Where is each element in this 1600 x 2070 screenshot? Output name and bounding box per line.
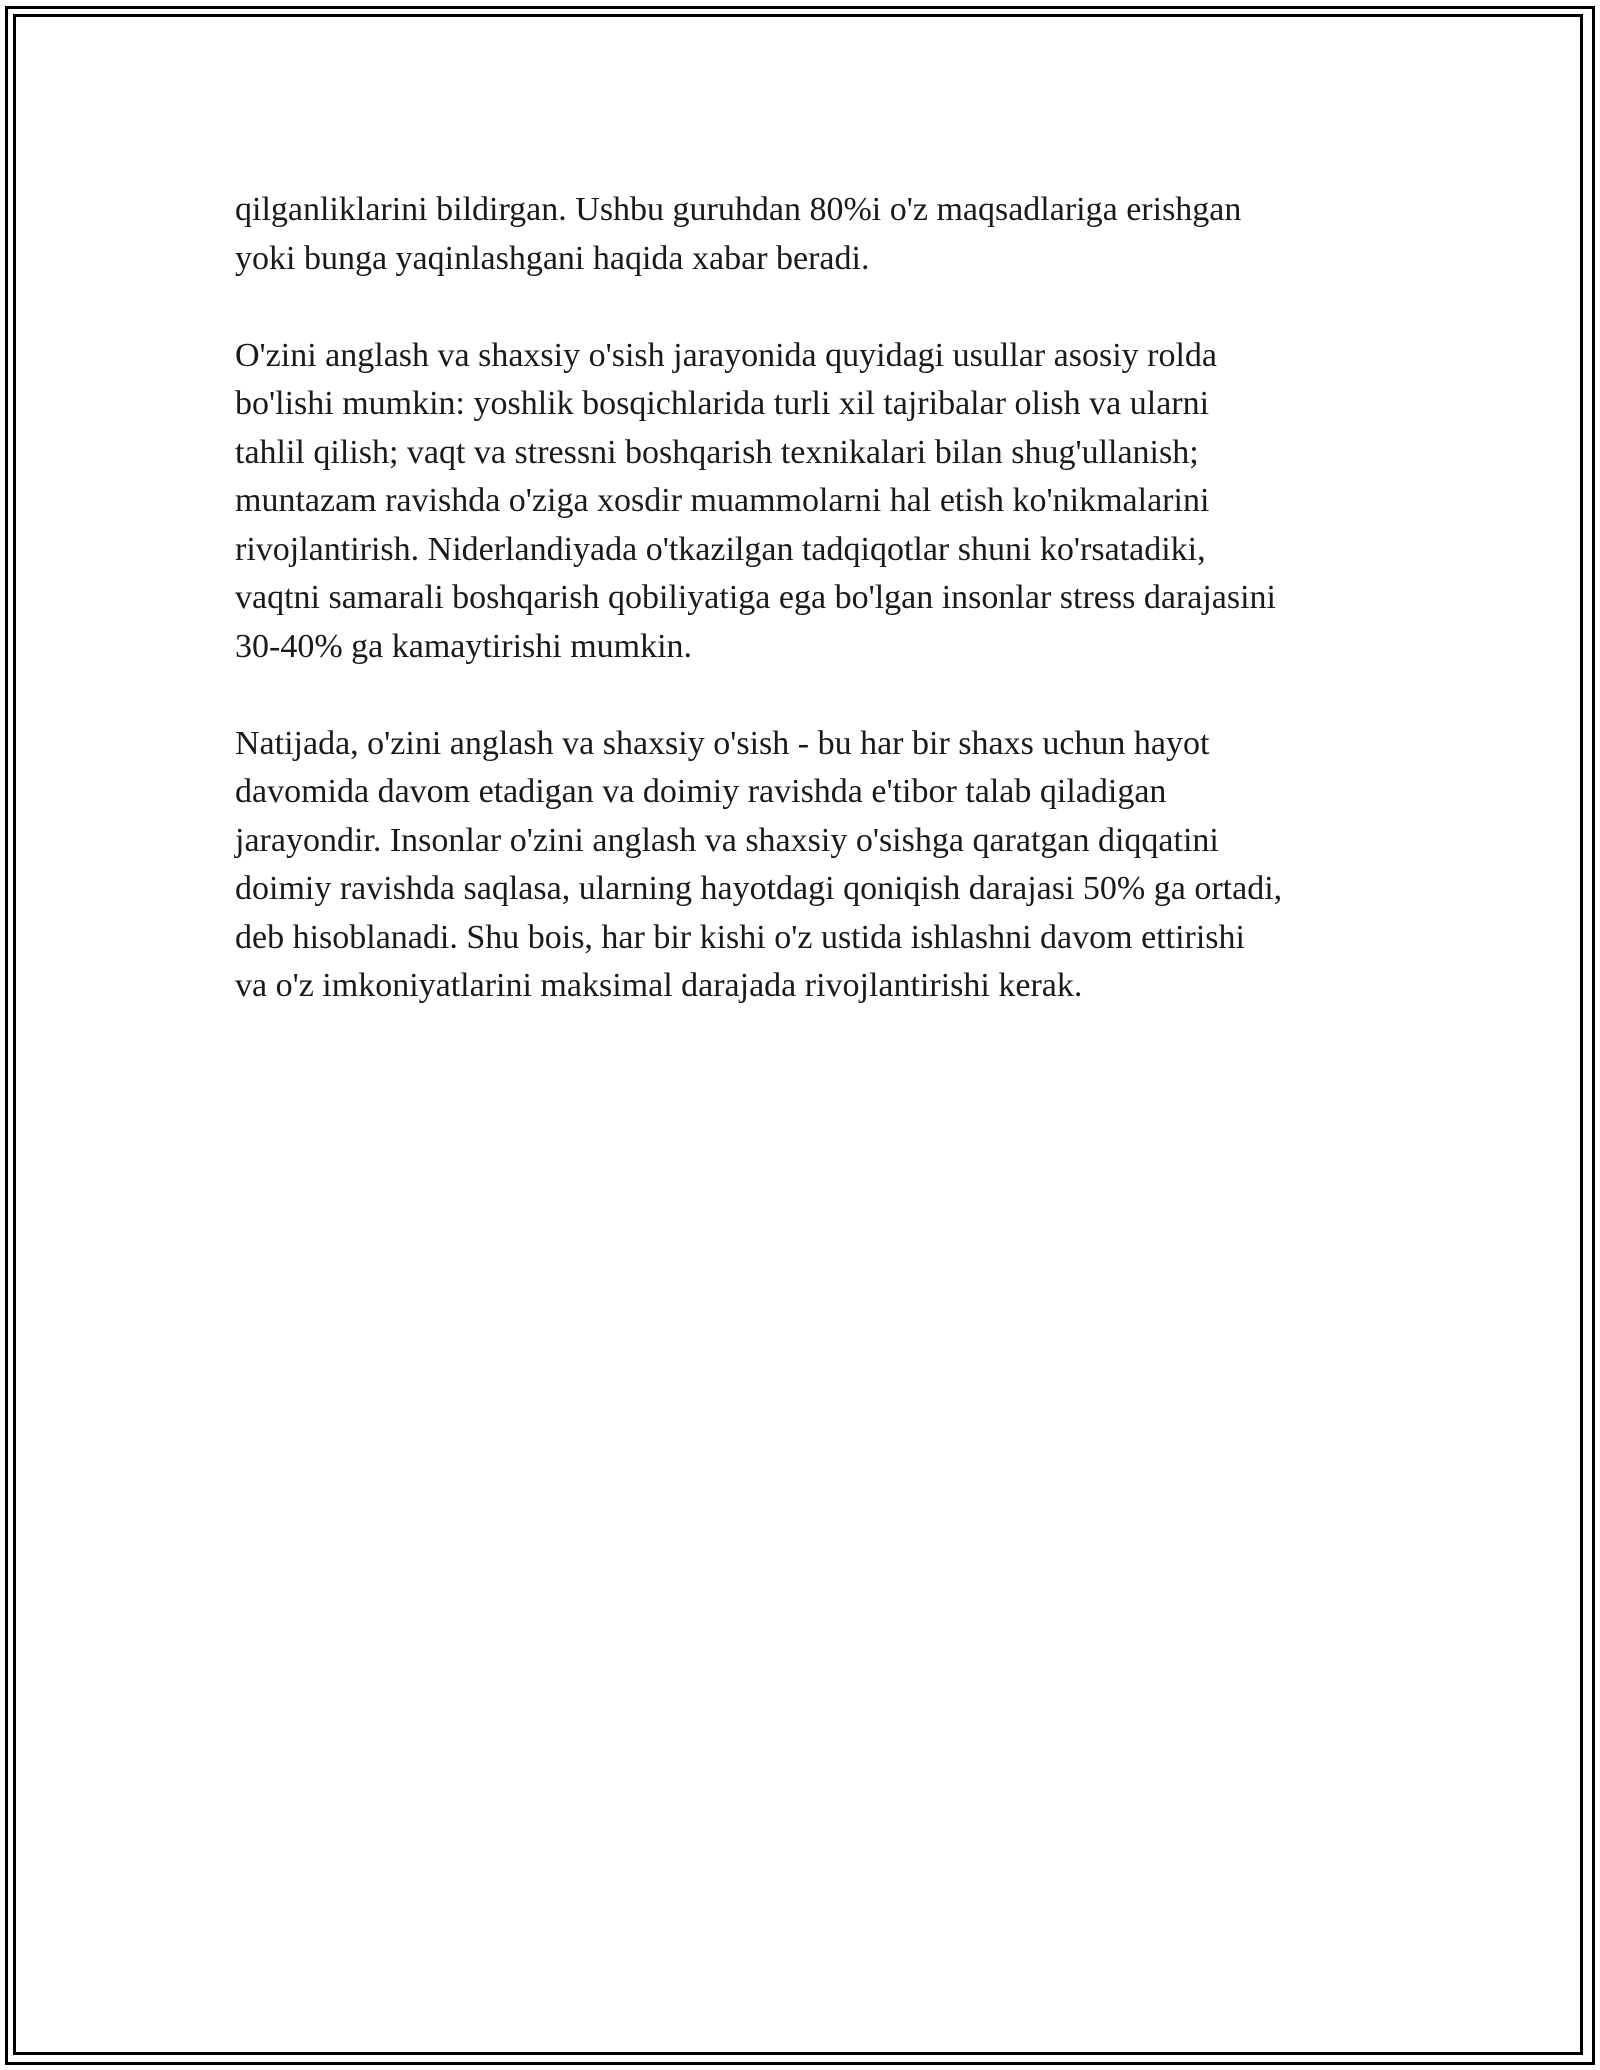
document-body xyxy=(235,186,1385,1059)
paragraph-3: Natijada, o'zini anglash va shaxsiy o'sish - bu har bir shaxs uchun hayot davomida davom etadigan va doimiy ravishda e'tibor talab qiladigan jarayondir. Insonlar o'zini anglash va shaxsiy o'sishga qaratgan diqqatini doimiy ravishda saqlasa, ularning hayotdagi qoniqish darajasi 50% ga ortadi, deb hisoblanadi. Shu bois, har bir kishi o'z ustida ishlashni davom ettirishi va o'z imkoniyatlarini maksimal darajada rivojlantirishi kerak. xyxy=(235,724,1283,1004)
paragraph-1: qilganliklarini bildirgan. Ushbu guruhdan 80%i o'z maqsadlariga erishgan yoki bunga yaqinlashgani haqida xabar beradi. xyxy=(235,191,1242,277)
paragraph-2: O'zini anglash va shaxsiy o'sish jarayonida quyidagi usullar asosiy rolda bo'lishi mumkin: yoshlik bosqichlarida turli xil tajribalar olish va ularni tahlil qilish; vaqt va stressni boshqarish texnikalari bilan shug'ullanish; muntazam ravishda o'ziga xosdir muammolarni hal etish ko'nikmalarini rivojlantirish. Niderlandiyada o'tkazilgan tadqiqotlar shuni ko'rsatadiki, vaqtni samarali boshqarish qobiliyatiga ega bo'lgan insonlar stress darajasini 30-40% ga kamaytirishi mumkin. xyxy=(235,336,1276,665)
